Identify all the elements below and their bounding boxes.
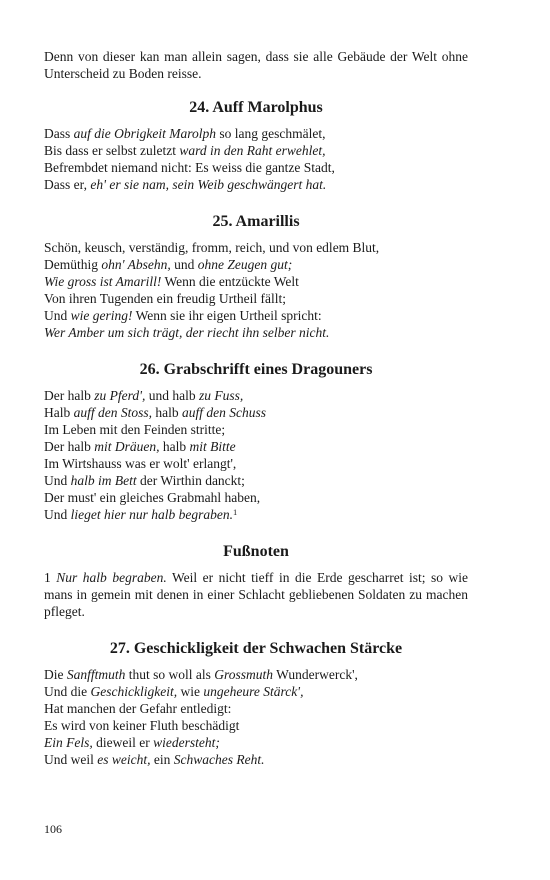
verse-line: Bis dass er selbst zuletzt ward in den Raht erwehlet,	[44, 143, 326, 158]
verse-line: Demüthig ohn' Absehn, und ohne Zeugen gut;	[44, 257, 293, 272]
intro-paragraph: Denn von dieser kan man allein sagen, dass sie alle Gebäude der Welt ohne Unterscheid zu Boden reisse.	[44, 49, 468, 81]
poem-title-24: 24. Auff Marolphus	[189, 99, 323, 116]
verse-line: Ein Fels, dieweil er wiedersteht;	[44, 735, 220, 750]
verse-line: Dass auf die Obrigkeit Marolph so lang geschmälet,	[44, 126, 326, 141]
verse-line: Und halb im Bett der Wirthin danckt;	[44, 473, 245, 488]
footnotes-heading: Fußnoten	[223, 543, 289, 560]
verse-line: Im Wirtshauss was er wolt' erlangt',	[44, 456, 237, 471]
verse-line: Im Leben mit den Feinden stritte;	[44, 422, 226, 437]
verse-line: Die Sanfftmuth thut so woll als Grossmuth Wunderwerck',	[44, 667, 358, 682]
poem-title-25: 25. Amarillis	[212, 213, 300, 230]
verse-line: Dass er, eh' er sie nam, sein Weib geschwängert hat.	[44, 177, 327, 192]
verse-line: Von ihren Tugenden ein freudig Urtheil fällt;	[44, 291, 286, 306]
footnote-ref: 1	[232, 507, 238, 517]
page-number: 106	[44, 822, 62, 836]
page-body	[44, 48, 468, 768]
poem-title-27: 27. Geschickligkeit der Schwachen Stärcke	[109, 640, 403, 657]
poem-25	[44, 239, 468, 341]
footnote-1: 1 Nur halb begraben. Weil er nicht tieff in die Erde gescharret ist; so wie mans in gemein mit denen in einer Schlacht gebliebenen Soldaten zu machen pfleget.	[44, 570, 469, 619]
poem-27	[44, 666, 468, 768]
verse-line: Schön, keusch, verständig, fromm, reich, und von edlem Blut,	[44, 240, 380, 255]
verse-line: Und die Geschickligkeit, wie ungeheure Stärck',	[44, 684, 304, 699]
verse-line: Wer Amber um sich trägt, der riecht ihn selber nicht.	[44, 325, 330, 340]
poem-title-26: 26. Grabschrifft eines Dragouners	[139, 361, 373, 378]
verse-line: Wie gross ist Amarill! Wenn die entzückte Welt	[44, 274, 299, 289]
verse-line: Hat manchen der Gefahr entledigt:	[44, 701, 232, 716]
verse-line: Und weil es weicht, ein Schwaches Reht.	[44, 752, 265, 767]
poem-26	[44, 387, 468, 523]
verse-line: Der halb zu Pferd', und halb zu Fuss,	[44, 388, 244, 403]
verse-line: Der must' ein gleiches Grabmahl haben,	[44, 490, 261, 505]
verse-line: Befrembdet niemand nicht: Es weiss die gantze Stadt,	[44, 160, 335, 175]
verse-line: Und lieget hier nur halb begraben.$^1$	[44, 507, 238, 522]
verse-line: Der halb mit Dräuen, halb mit Bitte	[44, 439, 236, 454]
verse-line: Es wird von keiner Fluth beschädigt	[44, 718, 240, 733]
poem-24	[44, 125, 468, 193]
verse-line: Und wie gering! Wenn sie ihr eigen Urtheil spricht:	[44, 308, 322, 323]
verse-line: Halb auff den Stoss, halb auff den Schuss	[44, 405, 267, 420]
